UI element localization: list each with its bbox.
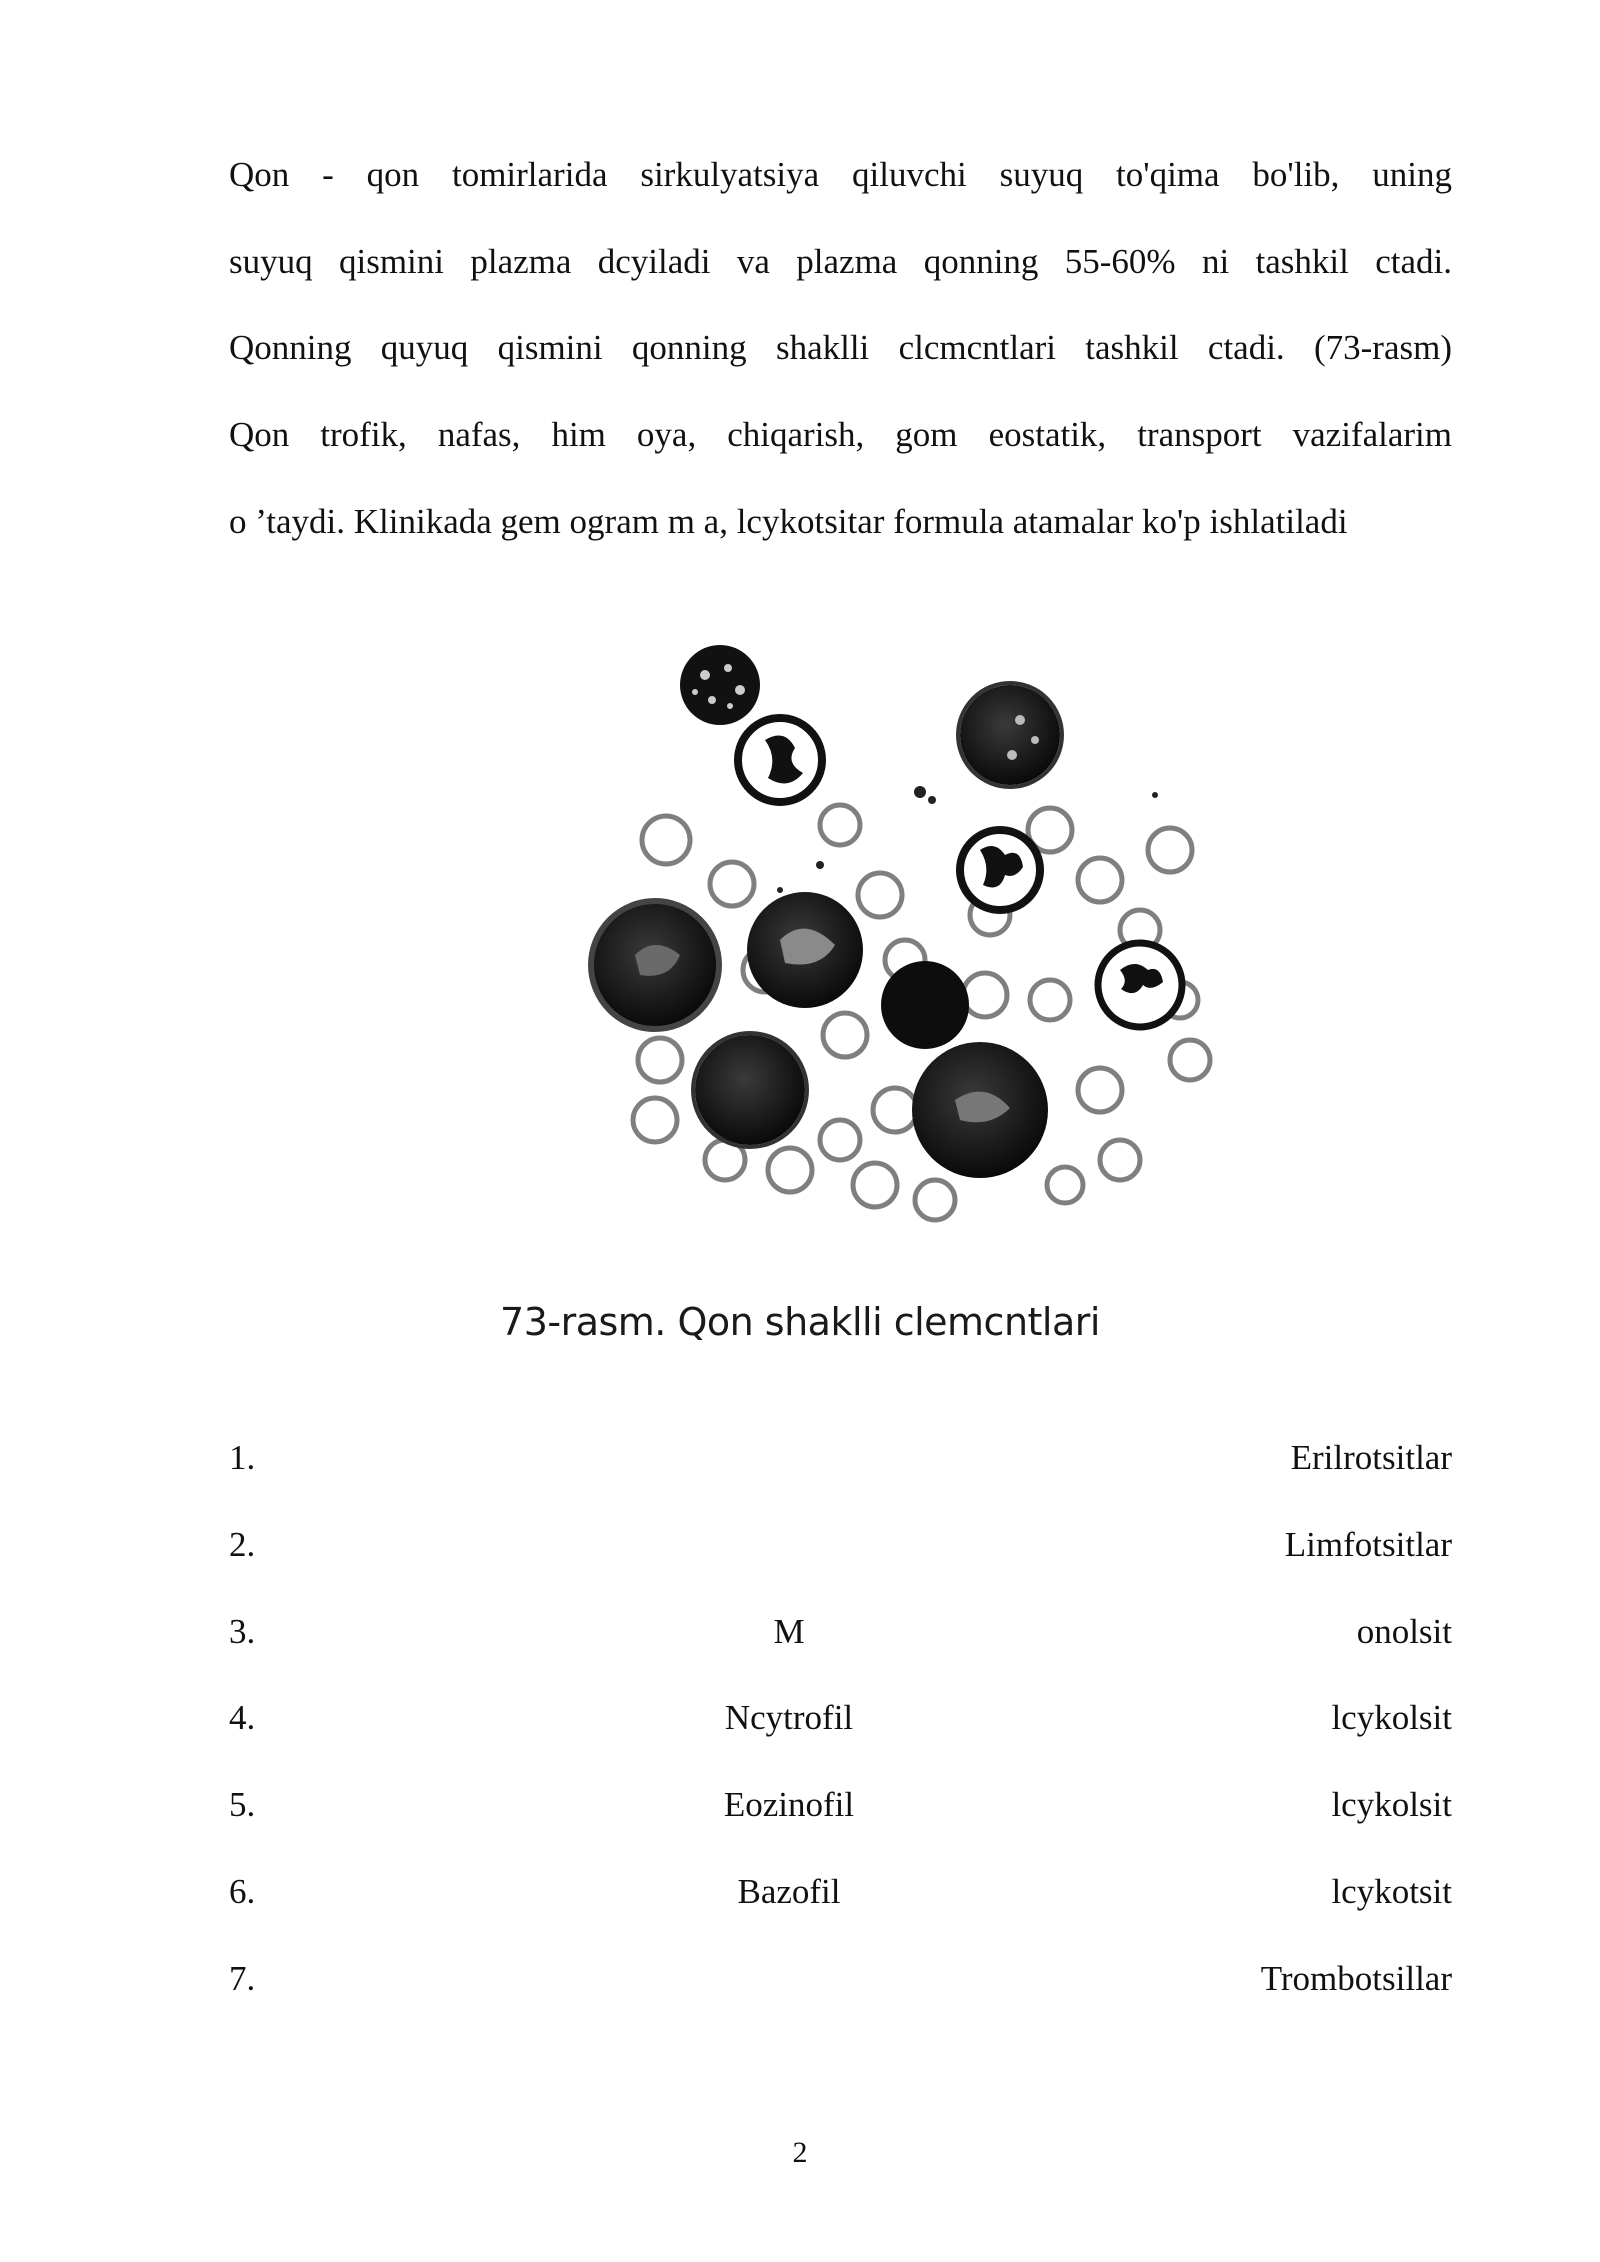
list-item: [229, 1438, 1452, 1482]
list-item-number: 1.: [229, 1438, 256, 1477]
list-item-number: 4.: [229, 1698, 256, 1737]
list-item-right: onolsit: [1356, 1612, 1452, 1651]
list-item-right: Trombotsillar: [1260, 1959, 1452, 1998]
list-item-right: lcykolsit: [1331, 1698, 1452, 1737]
list-item-middle: Ncytrofil: [724, 1698, 854, 1737]
page-number: 2: [792, 2136, 808, 2169]
list-item-number: 6.: [229, 1872, 256, 1911]
monocyte-cell-bottom: [912, 1042, 1048, 1178]
paragraph-line-2: suyuq qismini plazma dcyiladi va plazma qonning 55-60% ni tashkil ctadi.: [229, 242, 1452, 281]
neutrophil-cell-left: [738, 718, 822, 802]
lymphocyte-cell-center: [881, 961, 969, 1049]
list-item: [229, 1959, 1452, 2003]
list-item-right: Erilrotsitlar: [1290, 1438, 1452, 1477]
neutrophil-cell-right: [1098, 943, 1182, 1027]
paragraph-line-5: o ’taydi. Klinikada gem ogram m a, lcykotsitar formula atamalar ko'p ishlatiladi: [229, 502, 1348, 541]
list-item-right: lcykolsit: [1331, 1785, 1452, 1824]
lymphocyte-cell-bottom: [693, 1033, 807, 1147]
list-item-middle: M: [773, 1612, 805, 1651]
figure-caption: 73-rasm. Qon shaklli clemcntlari: [500, 1300, 1100, 1344]
list-item-right: Limfotsitlar: [1284, 1525, 1452, 1564]
neutrophil-cell-center: [960, 830, 1040, 910]
list-item: [229, 1525, 1452, 1569]
list-item-number: 3.: [229, 1612, 256, 1651]
paragraph-line-1: Qon - qon tomirlarida sirkulyatsiya qiluvchi suyuq to'qima bo'lib, uning: [229, 155, 1452, 194]
basophil-cell: [958, 683, 1062, 787]
monocyte-cell-left: [591, 901, 719, 1029]
blood-cells-figure: [580, 640, 1230, 1250]
list-item-number: 2.: [229, 1525, 256, 1564]
list-item: [229, 1872, 1452, 1916]
paragraph-line-4: Qon trofik, nafas, him oya, chiqarish, gom eostatik, transport vazifalarim: [229, 415, 1452, 454]
list-item-number: 7.: [229, 1959, 256, 1998]
eosinophil-cell: [680, 645, 760, 725]
list-item-middle: Eozinofil: [723, 1785, 855, 1824]
list-item-number: 5.: [229, 1785, 256, 1824]
monocyte-cell-center: [747, 892, 863, 1008]
list-item-right: lcykotsit: [1331, 1872, 1452, 1911]
list-item: [229, 1612, 1452, 1656]
list-item-middle: Bazofil: [737, 1872, 841, 1911]
list-item: [229, 1698, 1452, 1742]
paragraph-line-3: Qonning quyuq qismini qonning shaklli clcmcntlari tashkil ctadi. (73-rasm): [229, 328, 1452, 367]
list-item: [229, 1785, 1452, 1829]
